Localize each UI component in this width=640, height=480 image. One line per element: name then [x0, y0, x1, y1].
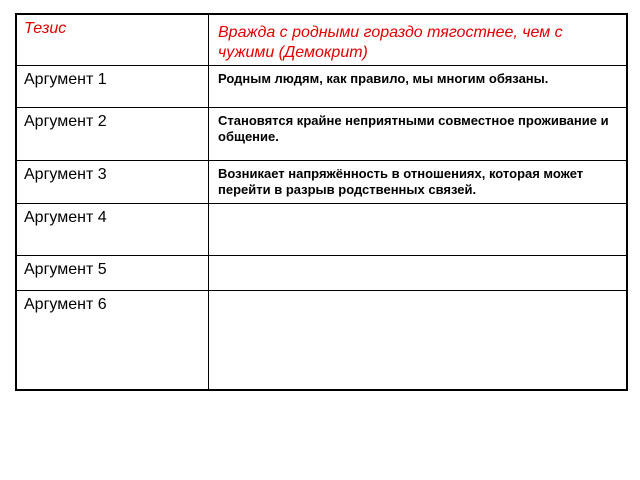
argument-label-cell [17, 66, 209, 108]
argument-label-1: Аргумент 1 [24, 71, 107, 88]
argument-label-5: Аргумент 5 [24, 261, 107, 278]
argument-row-1 [17, 66, 627, 108]
table-grid [16, 14, 627, 390]
argument-label-cell [17, 204, 209, 256]
argument-row-4 [17, 204, 627, 256]
argument-text-cell [209, 161, 627, 204]
thesis-text-cell [209, 15, 627, 66]
argument-label-cell [17, 291, 209, 390]
argument-text-cell[interactable] [209, 256, 627, 291]
argument-text-cell[interactable] [209, 204, 627, 256]
argument-text-6 [209, 291, 626, 296]
argument-row-2 [17, 108, 627, 161]
argument-label-cell [17, 108, 209, 161]
argument-label-3: Аргумент 3 [24, 166, 107, 183]
argument-text-1: Родным людям, как правило, мы многим обязаны. [218, 71, 549, 86]
argument-row-5 [17, 256, 627, 291]
argument-text-2: Становятся крайне неприятными совместное проживание и общение. [218, 113, 609, 144]
argument-label-4: Аргумент 4 [24, 209, 107, 226]
argument-label-6: Аргумент 6 [24, 296, 107, 313]
thesis-label: Тезис [24, 20, 67, 37]
argument-text-5 [209, 256, 626, 261]
argument-label-cell [17, 256, 209, 291]
argument-label-2: Аргумент 2 [24, 113, 107, 130]
thesis-text: Вражда с родными гораздо тягостнее, чем с чужими (Демокрит) [218, 24, 563, 61]
thesis-argument-table [15, 13, 628, 391]
thesis-row [17, 15, 627, 66]
argument-label-cell [17, 161, 209, 204]
argument-text-cell [209, 108, 627, 161]
argument-row-3 [17, 161, 627, 204]
argument-text-3: Возникает напряжённость в отношениях, которая может перейти в разрыв родственных связей. [218, 166, 584, 197]
argument-text-cell[interactable] [209, 291, 627, 390]
argument-text-4 [209, 204, 626, 209]
thesis-label-cell [17, 15, 209, 66]
argument-row-6 [17, 291, 627, 390]
argument-text-cell [209, 66, 627, 108]
